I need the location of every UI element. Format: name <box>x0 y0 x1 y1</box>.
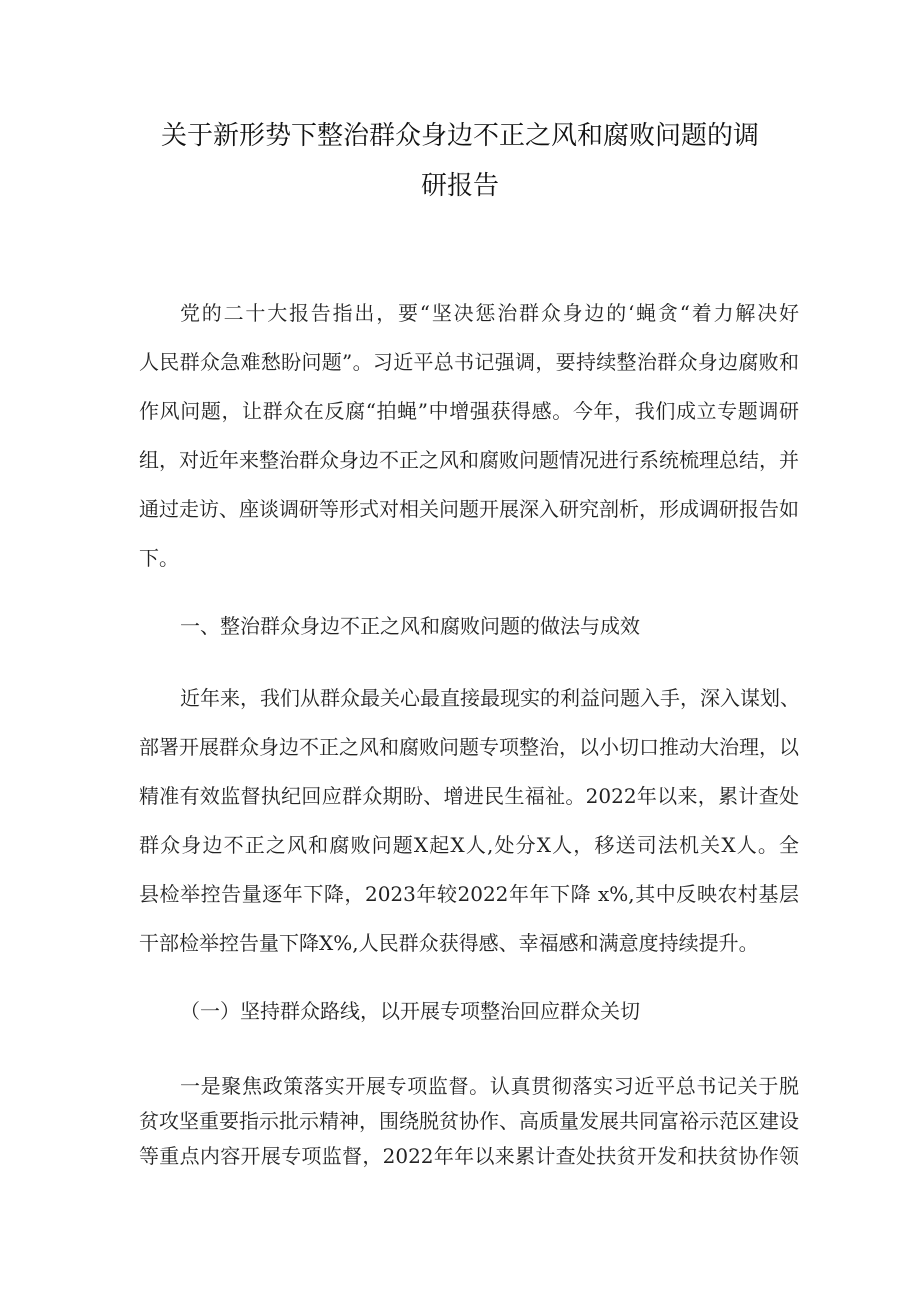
document-title-line-2: 研报告 <box>420 171 499 201</box>
section-heading: 一、整治群众身边不正之风和腐败问题的做法与成效 <box>180 614 640 638</box>
intro-line: 人民群众急难愁盼问题”。习近平总书记强调，要持续整治群众身边腐败和 <box>139 350 799 374</box>
document-title-line-1: 关于新形势下整治群众身边不正之风和腐败问题的调 <box>160 121 759 151</box>
section1-line: 精准有效监督执纪回应群众期盼、增进民生福祉。2022年以来，累计查处 <box>139 784 799 808</box>
section1-line: 县检举控告量逐年下降，2023年较2022年年下降 x%,其中反映农村基层 <box>139 882 799 906</box>
subsection1-line: 等重点内容开展专项监督，2022年年以来累计查处扶贫开发和扶贫协作领 <box>139 1144 799 1168</box>
intro-line: 通过走访、座谈调研等形式对相关问题开展深入研究剖析，形成调研报告如 <box>139 497 799 521</box>
intro-line: 组，对近年来整治群众身边不正之风和腐败问题情况进行系统梳理总结，并 <box>139 448 799 472</box>
subsection1-line: 贫攻坚重要指示批示精神，围绕脱贫协作、高质量发展共同富裕示范区建设 <box>139 1109 799 1133</box>
intro-line: 作风问题，让群众在反腐“拍蝇”中增强获得感。今年，我们成立专题调研 <box>139 399 799 423</box>
intro-line: 党的二十大报告指出，要“坚决惩治群众身边的‘蝇贪“着力解决好 <box>180 301 799 325</box>
section1-line: 近年来，我们从群众最关心最直接最现实的利益问题入手，深入谋划、 <box>180 686 800 710</box>
section1-line: 干部检举控告量下降X%,人民群众获得感、幸福感和满意度持续提升。 <box>139 931 759 955</box>
subsection-heading: （一）坚持群众路线，以开展专项整治回应群众关切 <box>180 999 640 1023</box>
intro-line: 下。 <box>139 546 179 570</box>
section1-line: 群众身边不正之风和腐败问题X起X人,处分X人，移送司法机关X人。全 <box>139 833 799 857</box>
subsection1-line: 一是聚焦政策落实开展专项监督。认真贯彻落实习近平总书记关于脱 <box>180 1074 799 1098</box>
section1-line: 部署开展群众身边不正之风和腐败问题专项整治，以小切口推动大治理，以 <box>139 735 799 759</box>
